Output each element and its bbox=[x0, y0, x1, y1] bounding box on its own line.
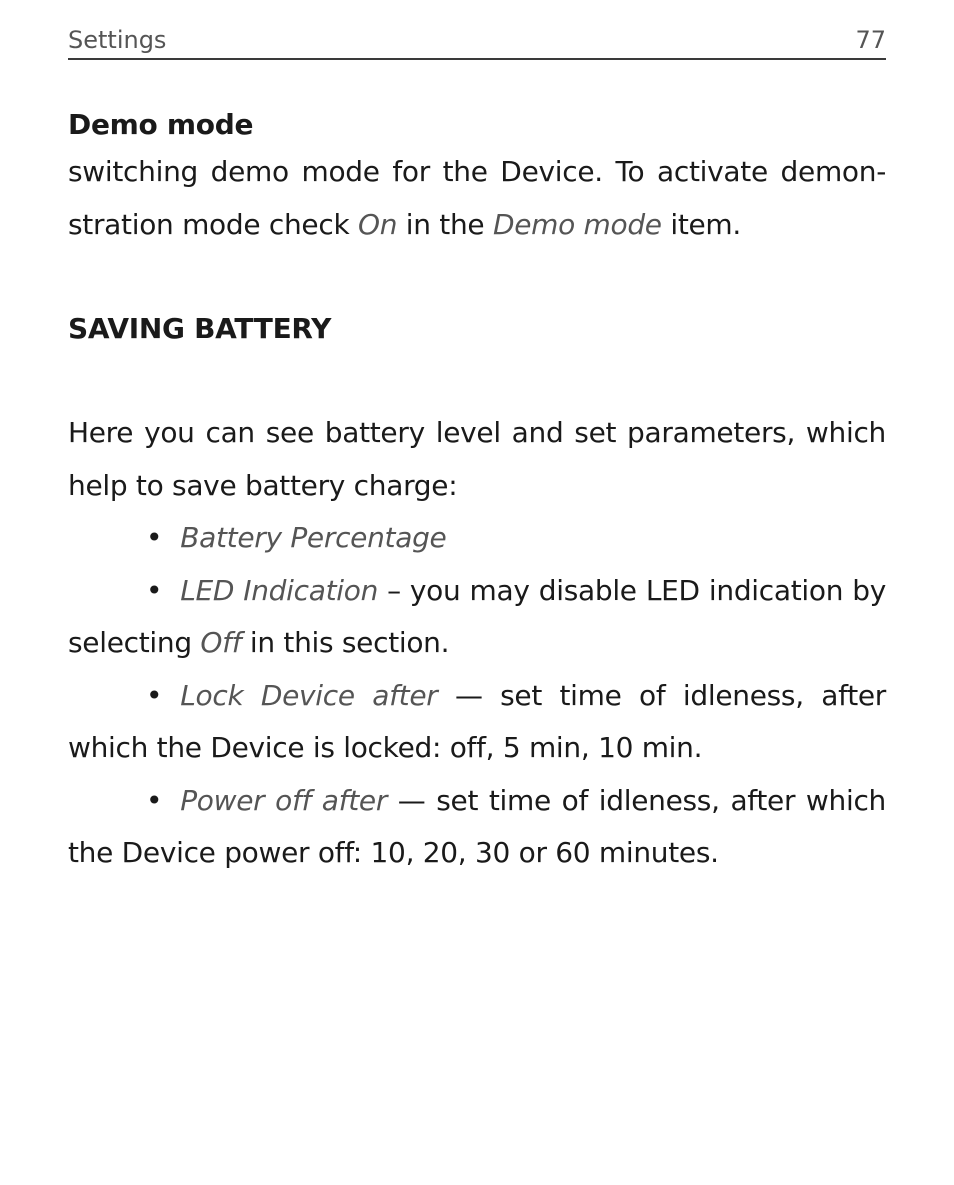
list-item-term: Power off after bbox=[180, 783, 388, 817]
list-item-text-2: in this section. bbox=[241, 626, 450, 659]
list-item-term: LED Indication bbox=[180, 573, 379, 607]
bullet-icon: • bbox=[146, 783, 163, 817]
bullet-icon: • bbox=[146, 521, 163, 554]
list-item-battery-percentage bbox=[68, 512, 886, 565]
page-header bbox=[68, 26, 886, 60]
page-content bbox=[68, 104, 886, 880]
bullet-icon: • bbox=[146, 678, 163, 712]
demo-mode-heading: Demo mode bbox=[68, 108, 254, 141]
battery-intro: Here you can see battery level and set parameters, which help to save battery charge: bbox=[68, 416, 886, 502]
list-item-text: – you may disable LED indication by selecting bbox=[68, 573, 886, 659]
list-item-lock-device bbox=[68, 670, 886, 775]
list-item-off-term: Off bbox=[200, 626, 242, 659]
demo-mode-paragraph bbox=[68, 146, 886, 251]
page-number: 77 bbox=[855, 26, 886, 54]
demo-on-term: On bbox=[357, 207, 398, 241]
list-item-power-off bbox=[68, 775, 886, 880]
demo-mode-term: Demo mode bbox=[492, 207, 662, 241]
demo-text-3: item. bbox=[661, 207, 742, 241]
list-item-led-indication bbox=[68, 565, 886, 670]
list-item-text: — set time of idleness, after which the Device power off: 10, 20, 30 or 60 minutes. bbox=[68, 783, 886, 869]
list-item-term: Lock Device after bbox=[180, 678, 438, 712]
list-item-term: Battery Percentage bbox=[180, 521, 447, 554]
demo-text-1: switching demo mode for the Device. To activate demon-stration mode check bbox=[68, 155, 886, 241]
saving-battery-heading: SAVING BATTERY bbox=[68, 312, 332, 345]
list-item-text: — set time of idleness, after which the Device is locked: off, 5 min, 10 min. bbox=[68, 678, 887, 764]
running-header-title: Settings bbox=[68, 26, 167, 54]
bullet-icon: • bbox=[146, 573, 163, 607]
demo-text-2: in the bbox=[397, 207, 493, 241]
